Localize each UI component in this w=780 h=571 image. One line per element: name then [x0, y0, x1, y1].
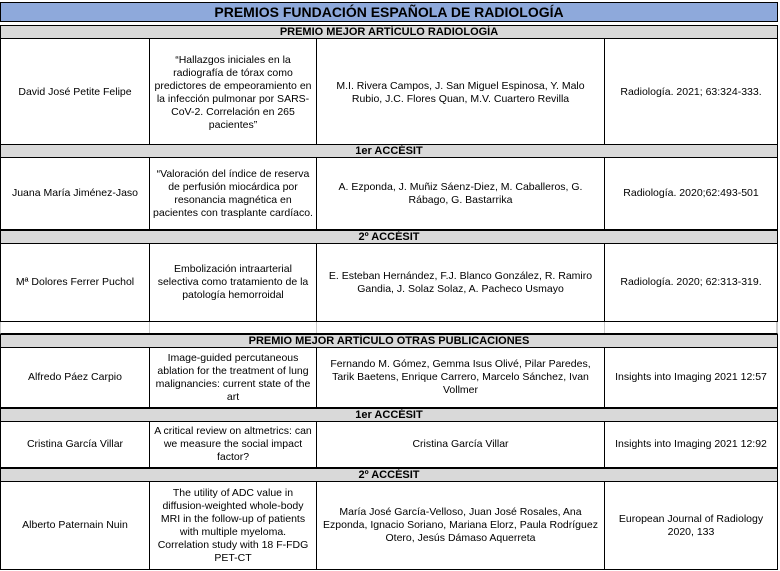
- empty-cell: [1, 322, 150, 333]
- award-row: [0, 348, 778, 408]
- section-header-first-accesit: 1er ACCÉSIT: [0, 408, 778, 422]
- section-header-second-accesit: 2º ACCÉSIT: [0, 230, 778, 244]
- section-header-first-accesit: 1er ACCÉSIT: [0, 144, 778, 158]
- author-cell: David José Petite Felipe: [1, 39, 150, 146]
- article-title-cell: “Valoración del índice de reserva de perfusión miocárdica por resonancia magnética en pacientes con trasplante cardíaco.: [150, 158, 317, 229]
- award-row: [0, 244, 778, 322]
- author-cell: Juana María Jiménez-Jaso: [1, 158, 150, 229]
- coauthors-cell: M.I. Rivera Campos, J. San Miguel Espinosa, Y. Malo Rubio, J.C. Flores Quan, M.V. Cuartero Revilla: [317, 39, 605, 146]
- section-header-best-article-radiologia: PREMIO MEJOR ARTÍCULO RADIOLOGÍA: [0, 25, 778, 39]
- journal-cell: Radiología. 2020;62:493-501: [623, 187, 759, 199]
- journal-cell: Insights into Imaging 2021 12:92: [615, 438, 767, 450]
- author-cell: Alfredo Páez Carpio: [1, 348, 150, 407]
- empty-cell: [150, 322, 317, 333]
- section-header-best-article-other: PREMIO MEJOR ARTÍCULO OTRAS PUBLICACIONES: [0, 334, 778, 348]
- article-title-cell: Image-guided percutaneous ablation for the treatment of lung malignancies: current state of the art: [150, 348, 317, 407]
- award-row: [0, 422, 778, 468]
- author-cell: Cristina García Villar: [1, 422, 150, 467]
- journal-cell: European Journal of Radiology 2020, 133: [618, 512, 764, 538]
- award-row: [0, 39, 778, 147]
- journal-cell: Radiología. 2020; 62:313-319.: [620, 276, 762, 288]
- coauthors-cell: A. Ezponda, J. Muñiz Sáenz-Diez, M. Caballeros, G. Rábago, G. Bastarrika: [317, 158, 605, 229]
- empty-row: [0, 322, 778, 334]
- coauthors-cell: Fernando M. Gómez, Gemma Isus Olivé, Pilar Paredes, Tarik Baetens, Enrique Carrero, Marcelo Sánchez, Ivan Vollmer: [317, 348, 605, 407]
- journal-cell: Insights into Imaging 2021 12:57: [615, 371, 767, 383]
- empty-cell: [605, 322, 777, 333]
- author-cell: Mª Dolores Ferrer Puchol: [1, 244, 150, 321]
- section-header-second-accesit: 2º ACCÉSIT: [0, 468, 778, 482]
- journal-cell: Radiología. 2021; 63:324-333.: [620, 86, 762, 98]
- award-row: [0, 158, 778, 230]
- article-title-cell: Embolización intraarterial selectiva como tratamiento de la patología hemorroidal: [150, 244, 317, 321]
- table-title: PREMIOS FUNDACIÓN ESPAÑOLA DE RADIOLOGÍA: [0, 2, 778, 22]
- article-title-cell: The utility of ADC value in diffusion-weighted whole-body MRI in the follow-up of patients with multiple myeloma. Correlation study with 18 F-FDG PET-CT: [150, 482, 317, 569]
- article-title-cell: A critical review on altmetrics: can we measure the social impact factor?: [150, 422, 317, 467]
- author-cell: Alberto Paternain Nuin: [1, 482, 150, 569]
- article-title-cell: “Hallazgos iniciales en la radiografía de tórax como predictores de empeoramiento en la infección pulmonar por SARS-CoV-2. Correlación en 265 pacientes”: [150, 39, 317, 146]
- award-row: [0, 482, 778, 570]
- empty-cell: [317, 322, 605, 333]
- coauthors-cell: E. Esteban Hernández, F.J. Blanco González, R. Ramiro Gandia, J. Solaz Solaz, A. Pacheco Usmayo: [317, 244, 605, 321]
- coauthors-cell: Cristina García Villar: [317, 422, 605, 467]
- coauthors-cell: María José García-Velloso, Juan José Rosales, Ana Ezponda, Ignacio Soriano, Mariana Elorz, Paula Rodríguez Otero, Jesús Dámaso Aquerreta: [317, 482, 605, 569]
